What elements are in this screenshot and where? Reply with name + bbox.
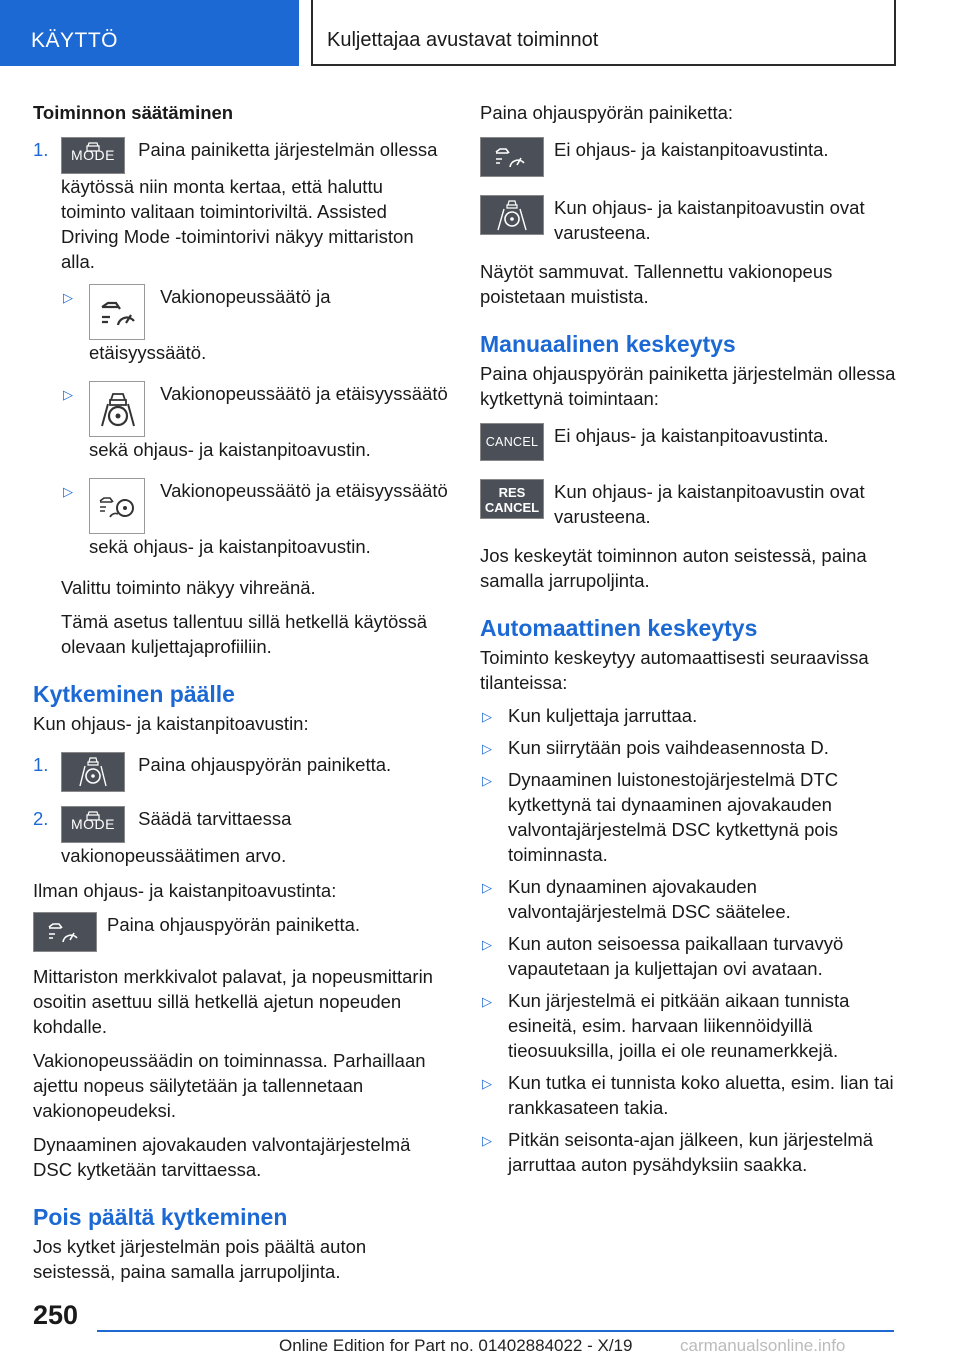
steering-assist-button-icon	[61, 752, 125, 792]
triangle-bullet-icon: ▷	[482, 773, 492, 788]
switch-on-intro: Kun ohjaus- ja kaistanpitoavustin:	[33, 713, 309, 734]
on-step-1-text: Paina ohjauspyörän painiketta.	[138, 754, 392, 775]
switch-off-text: Jos kytket järjestelmän pois päältä auton seistessä, paina samalla jarrupoljinta.	[33, 1236, 367, 1282]
footer-edition: Online Edition for Part no. 01402884022 - X/19	[279, 1336, 633, 1355]
triangle-bullet-icon: ▷	[63, 290, 73, 305]
auto-bullet-list	[480, 703, 900, 1177]
row-no-assist	[480, 137, 900, 177]
option-acc-steering-2	[33, 478, 448, 559]
step-number: 1.	[33, 139, 49, 160]
triangle-bullet-icon: ▷	[482, 994, 492, 1009]
on-step-2	[33, 806, 448, 868]
mode-label: MODE	[71, 147, 115, 163]
list-item: ▷ Kun järjestelmä ei pitkään aikaan tunnista esineitä, esim. harvaan liikennöidyillä tieosuuksilla, joilla ei ole reunamerkkejä.	[482, 990, 850, 1061]
triangle-bullet-icon: ▷	[63, 484, 73, 499]
cancel-label: CANCEL	[484, 500, 540, 515]
row-cancel	[480, 423, 900, 461]
list-item: ▷ Kun dynaaminen ajovakauden valvontajärjestelmä DSC säätelee.	[482, 876, 791, 922]
on-step-1	[33, 752, 448, 792]
option-acc-steering	[33, 381, 448, 462]
right-intro: Paina ohjauspyörän painiketta:	[480, 102, 734, 123]
steering-assist-button-icon	[480, 195, 544, 235]
acc-button-icon	[480, 137, 544, 177]
triangle-bullet-icon: ▷	[482, 741, 492, 756]
row-assist	[480, 195, 900, 245]
list-item: ▷ Kun kuljettaja jarruttaa.	[480, 703, 900, 728]
row-res-cancel-text: Kun ohjaus- ja kaistanpitoavustin ovat varusteena.	[554, 481, 865, 527]
para-active: Vakionopeussäädin on toiminnassa. Parhaillaan ajettu nopeus säilytetään ja tallennetaan vakionopeudeksi.	[33, 1050, 426, 1121]
subheading-adjust: Toiminnon säätäminen	[33, 102, 234, 123]
row-assist-text: Kun ohjaus- ja kaistanpitoavustin ovat varusteena.	[554, 197, 865, 243]
steering-lane-icon	[89, 381, 145, 437]
heading-manual-interrupt: Manuaalinen keskeytys	[480, 331, 736, 357]
manual-after-text: Jos keskeytät toiminnon auton seistessä, paina samalla jarrupoljinta.	[480, 545, 867, 591]
option-acc	[33, 284, 448, 365]
step-1-text: Paina painiketta järjestelmän ollessa käytössä niin monta kertaa, että haluttu toiminto valitaan toimintoriviltä. Assisted Driving Mode -toimintorivi näkyy mittariston alla.	[61, 139, 438, 272]
para-dsc: Dynaaminen ajovakauden valvontajärjestelmä DSC kytketään tarvittaessa.	[33, 1134, 411, 1180]
without-intro: Ilman ohjaus- ja kaistanpitoavustinta:	[33, 880, 337, 901]
section-tab	[0, 0, 299, 66]
on-step-2-text: Säädä tarvittaessa vakionopeussäätimen arvo.	[61, 808, 292, 866]
triangle-bullet-icon: ▷	[482, 1133, 492, 1148]
list-item: ▷ Dynaaminen luistonestojärjestelmä DTC kytkettynä tai dynaaminen ajovakauden valvontajärjestelmä DSC kytkettynä pois toiminnasta.	[482, 769, 839, 865]
without-text: Paina ohjauspyörän painiketta.	[107, 914, 361, 935]
res-cancel-button-icon	[480, 479, 544, 519]
triangle-bullet-icon: ▷	[482, 709, 492, 724]
note-green: Valittu toiminto näkyy vihreänä.	[61, 577, 316, 598]
row-res-cancel	[480, 479, 900, 529]
list-item: ▷ Kun siirrytään pois vaihdeasennosta D.	[480, 735, 900, 760]
list-item: ▷ Pitkän seisonta-ajan jälkeen, kun järjestelmä jarruttaa auton pysähdyksiin saakka.	[482, 1129, 874, 1175]
page-number: 250	[33, 1300, 79, 1330]
without-row	[33, 912, 448, 952]
mode-button-icon	[61, 806, 125, 843]
triangle-bullet-icon: ▷	[482, 937, 492, 952]
acc-steering-icon	[89, 478, 145, 534]
auto-intro: Toiminto keskeytyy automaattisesti seuraavissa tilanteissa:	[480, 647, 869, 693]
row-cancel-text: Ei ohjaus- ja kaistanpitoavustinta.	[554, 425, 829, 446]
step-1	[33, 137, 448, 274]
footer-divider	[97, 1330, 894, 1332]
section-title: KÄYTTÖ	[31, 29, 119, 52]
para-indicators: Mittariston merkkivalot palavat, ja nopeusmittarin osoitin asettuu sillä hetkellä ajetun nopeuden kohdalle.	[33, 966, 433, 1037]
heading-switch-off: Pois päältä kytkeminen	[33, 1204, 288, 1230]
res-label: RES	[498, 485, 526, 500]
triangle-bullet-icon: ▷	[482, 1076, 492, 1091]
acc-button-icon	[33, 912, 97, 952]
acc-distance-icon	[89, 284, 145, 340]
right-column	[480, 100, 900, 1184]
cancel-button-icon: CANCEL	[480, 423, 544, 461]
heading-auto-interrupt: Automaattinen keskeytys	[480, 615, 758, 641]
left-column	[33, 100, 448, 1293]
option-acc-text: Vakionopeussäätö ja etäisyyssäätö.	[89, 286, 331, 363]
chapter-title: Kuljettajaa avustavat toiminnot	[327, 29, 599, 51]
manual-intro: Paina ohjauspyörän painiketta järjestelmän ollessa kytkettynä toimintaan:	[480, 363, 896, 409]
list-item: ▷ Kun auton seisoessa paikallaan turvavyö vapautetaan ja kuljettajan ovi avataan.	[482, 933, 844, 979]
triangle-bullet-icon: ▷	[63, 387, 73, 402]
displays-off-text: Näytöt sammuvat. Tallennettu vakionopeus poistetaan muistista.	[480, 261, 833, 307]
list-item: ▷ Kun tutka ei tunnista koko aluetta, esim. lian tai rankkasateen takia.	[482, 1072, 894, 1118]
row-no-assist-text: Ei ohjaus- ja kaistanpitoavustinta.	[554, 139, 829, 160]
note-profile: Tämä asetus tallentuu sillä hetkellä käytössä olevaan kuljettajaprofiiliin.	[61, 611, 428, 657]
mode-label: MODE	[71, 816, 115, 832]
chapter-tab	[311, 0, 896, 66]
heading-switch-on: Kytkeminen päälle	[33, 681, 235, 707]
step-number: 1.	[33, 754, 49, 775]
option-acc-steering-2-text: Vakionopeussäätö ja etäisyyssäätö sekä ohjaus- ja kaistanpitoavustin.	[89, 480, 448, 557]
mode-button-icon	[61, 137, 125, 174]
step-number: 2.	[33, 808, 49, 829]
option-acc-steering-text: Vakionopeussäätö ja etäisyyssäätö sekä ohjaus- ja kaistanpitoavustin.	[89, 383, 448, 460]
watermark: carmanualsonline.info	[680, 1336, 846, 1355]
triangle-bullet-icon: ▷	[482, 880, 492, 895]
